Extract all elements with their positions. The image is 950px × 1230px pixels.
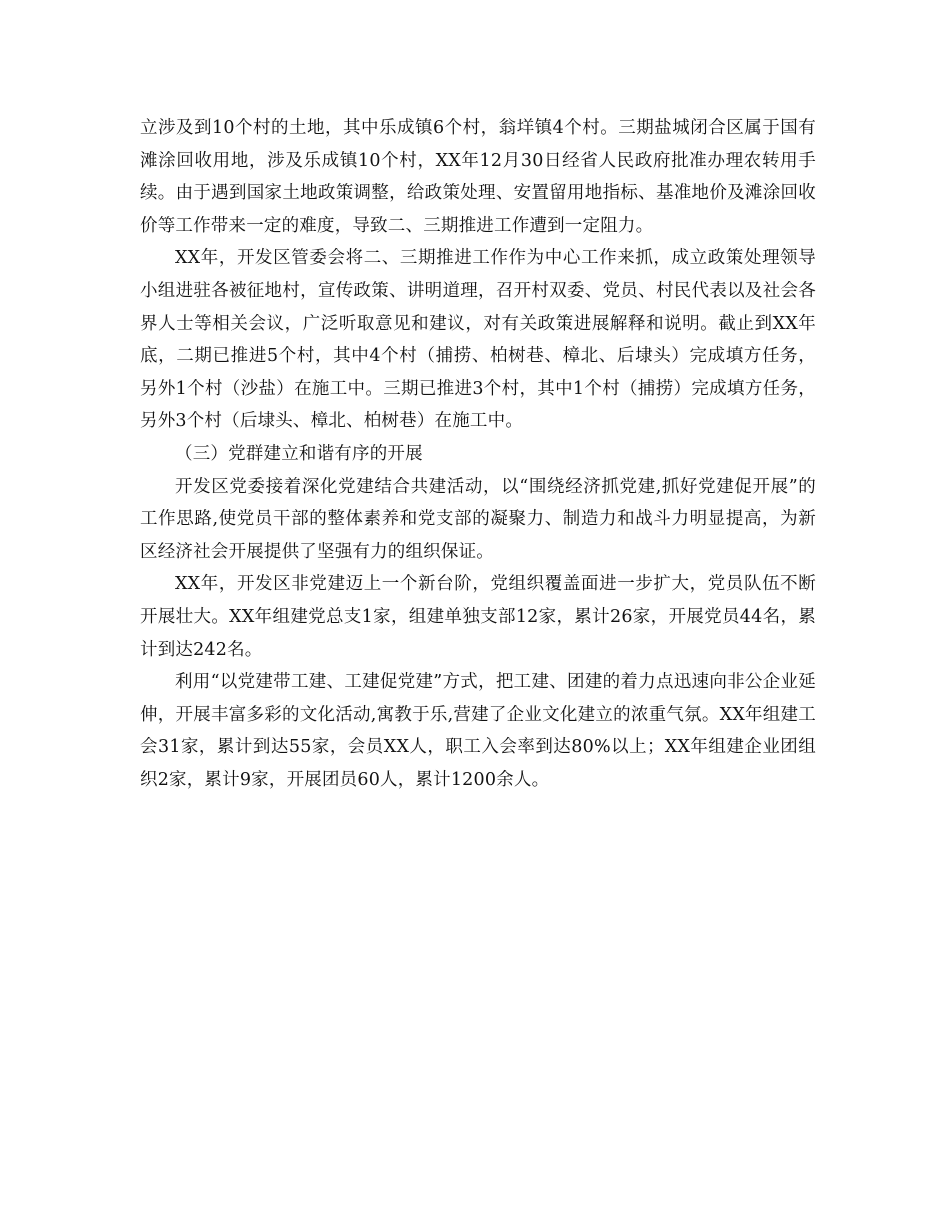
paragraph-land-overview: 立涉及到10个村的土地，其中乐成镇6个村，翁垟镇4个村。三期盐城闭合区属于国有滩涂回收用地，涉及乐成镇10个村，XX年12月30日经省人民政府批准办理农转用手续。由于遇到国家土地政策调整，给政策处理、安置留用地指标、基准地价及滩涂回收价等工作带来一定的难度，导致二、三期推进工作遭到一定阻力。 xyxy=(140,118,816,236)
paragraph-party-building: 开发区党委接着深化党建结合共建活动，以“围绕经济抓党建,抓好党建促开展”的工作思路,使党员干部的整体素养和党支部的凝聚力、制造力和战斗力明显提高，为新区经济社会开展提供了坚强有力的组织保证。 xyxy=(140,476,816,562)
paragraph-unions-youth: 利用“以党建带工建、工建促党建”方式，把工建、团建的着力点迅速向非公企业延伸，开展丰富多彩的文化活动,寓教于乐,营建了企业文化建立的浓重气氛。XX年组建工会31家，累计到达55家，会员XX人，职工入会率到达80%以上；XX年组建企业团组织2家，累计9家，开展团员60人，累计1200余人。 xyxy=(140,672,816,790)
section-heading-party-mass: （三）党群建立和谐有序的开展 xyxy=(175,443,423,464)
paragraph-policy-work: XX年，开发区管委会将二、三期推进工作作为中心工作来抓，成立政策处理领导小组进驻各被征地村，宣传政策、讲明道理，召开村双委、党员、村民代表以及社会各界人士等相关会议，广泛听取意见和建议，对有关政策进展解释和说明。截止到XX年底，二期已推进5个村，其中4个村（捕捞、柏树巷、樟北、后埭头）完成填方任务，另外1个村（沙盐）在施工中。三期已推进3个村，其中1个村（捕捞）完成填方任务，另外3个村（后埭头、樟北、柏树巷）在施工中。 xyxy=(140,248,816,432)
paragraph-party-organizations: XX年，开发区非党建迈上一个新台阶，党组织覆盖面进一步扩大，党员队伍不断开展壮大。XX年组建党总支1家，组建单独支部12家，累计26家，开展党员44名，累计到达242名。 xyxy=(140,574,816,660)
document-body xyxy=(140,112,816,796)
